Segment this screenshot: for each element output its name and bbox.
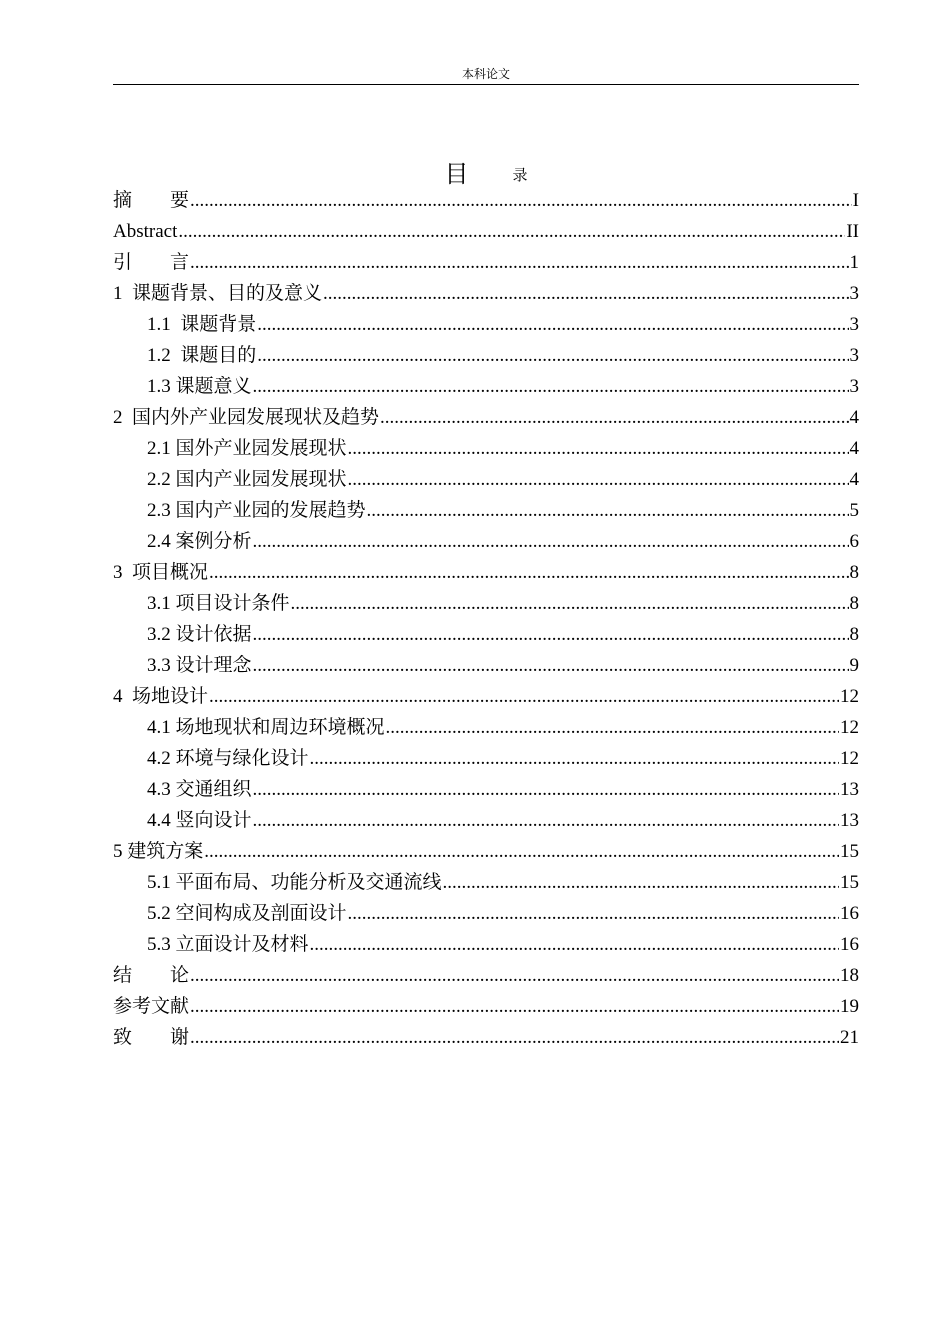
toc-entry[interactable] — [113, 898, 859, 929]
toc-entry[interactable] — [113, 588, 859, 619]
toc-entry-page-number: 16 — [840, 934, 859, 955]
toc-title-sub: 录 — [512, 166, 528, 184]
toc-dot-leader — [310, 929, 839, 960]
toc-dot-leader — [348, 898, 839, 929]
toc-entry[interactable] — [113, 495, 859, 526]
toc-dot-leader — [253, 526, 849, 557]
toc-entry-page-number: 9 — [849, 655, 859, 676]
toc-entry-page-number: 8 — [849, 593, 859, 614]
toc-entry[interactable] — [113, 278, 859, 309]
toc-entry[interactable] — [113, 247, 859, 278]
toc-entry-page-number: 21 — [840, 1027, 859, 1048]
toc-entry[interactable] — [113, 805, 859, 836]
toc-entry-label: 5.1 平面布局、功能分析及交通流线 — [147, 872, 442, 893]
toc-dot-leader — [291, 588, 849, 619]
toc-entry-label: Abstract — [113, 221, 178, 242]
toc-entry-label: 1.1 课题背景 — [147, 314, 257, 335]
toc-dot-leader — [323, 278, 848, 309]
toc-title-main: 目 — [444, 160, 469, 188]
toc-entry[interactable] — [113, 836, 859, 867]
toc-entry-page-number: 5 — [849, 500, 859, 521]
toc-entry-page-number: 3 — [849, 345, 859, 366]
toc-entry-page-number: 19 — [840, 996, 859, 1017]
toc-entry-label: 5.2 空间构成及剖面设计 — [147, 903, 347, 924]
toc-entry-label: 2 国内外产业园发展现状及趋势 — [113, 407, 380, 428]
toc-dot-leader — [257, 309, 848, 340]
toc-dot-leader — [443, 867, 839, 898]
toc-entry-label: 结 论 — [113, 965, 190, 986]
toc-entry-label: 3.2 设计依据 — [147, 624, 252, 645]
toc-entry-label: 4.4 竖向设计 — [147, 810, 252, 831]
toc-entry[interactable] — [113, 743, 859, 774]
toc-dot-leader — [380, 402, 848, 433]
toc-entry-page-number: 13 — [840, 810, 859, 831]
toc-entry[interactable] — [113, 867, 859, 898]
toc-entry[interactable] — [113, 464, 859, 495]
toc-dot-leader — [253, 805, 839, 836]
running-header: 本科论文 — [461, 67, 510, 81]
toc-dot-leader — [190, 247, 848, 278]
toc-dot-leader — [253, 774, 839, 805]
toc-entry-label: 3 项目概况 — [113, 562, 209, 583]
toc-dot-leader — [190, 991, 839, 1022]
toc-dot-leader — [386, 712, 839, 743]
toc-entry[interactable] — [113, 216, 859, 247]
toc-entry[interactable] — [113, 712, 859, 743]
toc-entry-page-number: 1 — [849, 252, 859, 273]
toc-title — [113, 154, 859, 189]
toc-entry-page-number: 12 — [840, 686, 859, 707]
toc-entry-page-number: 16 — [840, 903, 859, 924]
table-of-contents — [113, 185, 859, 1053]
toc-dot-leader — [348, 464, 849, 495]
toc-entry-label: 2.1 国外产业园发展现状 — [147, 438, 347, 459]
toc-entry-label: 2.3 国内产业园的发展趋势 — [147, 500, 366, 521]
toc-entry-label: 5.3 立面设计及材料 — [147, 934, 309, 955]
toc-entry-page-number: I — [852, 190, 859, 211]
toc-entry[interactable] — [113, 371, 859, 402]
toc-entry-label: 4.2 环境与绿化设计 — [147, 748, 309, 769]
toc-entry-label: 致 谢 — [113, 1027, 190, 1048]
toc-dot-leader — [190, 185, 852, 216]
toc-entry-page-number: 12 — [840, 717, 859, 738]
toc-entry-label: 3.1 项目设计条件 — [147, 593, 290, 614]
toc-entry[interactable] — [113, 929, 859, 960]
toc-dot-leader — [257, 340, 848, 371]
toc-entry-page-number: 12 — [840, 748, 859, 769]
toc-entry-page-number: 6 — [849, 531, 859, 552]
toc-entry-label: 2.2 国内产业园发展现状 — [147, 469, 347, 490]
toc-dot-leader — [348, 433, 849, 464]
toc-entry-label: 1 课题背景、目的及意义 — [113, 283, 323, 304]
toc-entry-label: 5 建筑方案 — [113, 841, 204, 862]
toc-dot-leader — [310, 743, 839, 774]
toc-entry[interactable] — [113, 402, 859, 433]
toc-entry-label: 4.3 交通组织 — [147, 779, 252, 800]
toc-entry[interactable] — [113, 681, 859, 712]
toc-entry[interactable] — [113, 650, 859, 681]
toc-dot-leader — [190, 960, 839, 991]
toc-entry-label: 摘 要 — [113, 190, 190, 211]
toc-entry[interactable] — [113, 185, 859, 216]
toc-entry-label: 引 言 — [113, 252, 190, 273]
toc-entry-label: 4 场地设计 — [113, 686, 209, 707]
toc-dot-leader — [253, 619, 849, 650]
toc-entry-label: 4.1 场地现状和周边环境概况 — [147, 717, 385, 738]
toc-dot-leader — [253, 371, 849, 402]
toc-entry-page-number: 3 — [849, 314, 859, 335]
toc-dot-leader — [190, 1022, 839, 1053]
toc-entry-page-number: 15 — [840, 872, 859, 893]
toc-dot-leader — [367, 495, 849, 526]
toc-entry-page-number: II — [846, 221, 859, 242]
toc-entry-label: 1.3 课题意义 — [147, 376, 252, 397]
toc-entry[interactable] — [113, 1022, 859, 1053]
toc-entry[interactable] — [113, 960, 859, 991]
toc-entry[interactable] — [113, 991, 859, 1022]
toc-entry-page-number: 15 — [840, 841, 859, 862]
toc-entry[interactable] — [113, 309, 859, 340]
toc-entry-page-number: 13 — [840, 779, 859, 800]
toc-entry-page-number: 4 — [849, 438, 859, 459]
toc-entry-label: 1.2 课题目的 — [147, 345, 257, 366]
toc-entry-page-number: 18 — [840, 965, 859, 986]
toc-entry[interactable] — [113, 433, 859, 464]
toc-entry-label: 3.3 设计理念 — [147, 655, 252, 676]
toc-entry[interactable] — [113, 774, 859, 805]
toc-entry[interactable] — [113, 557, 859, 588]
toc-entry-label: 参考文献 — [113, 996, 190, 1017]
toc-entry-page-number: 4 — [849, 469, 859, 490]
toc-entry[interactable] — [113, 619, 859, 650]
toc-dot-leader — [178, 216, 845, 247]
toc-entry-page-number: 8 — [849, 562, 859, 583]
toc-entry-page-number: 8 — [849, 624, 859, 645]
header-rule — [113, 84, 859, 85]
toc-entry[interactable] — [113, 526, 859, 557]
toc-dot-leader — [253, 650, 849, 681]
toc-entry-page-number: 3 — [849, 376, 859, 397]
toc-dot-leader — [209, 681, 839, 712]
toc-entry[interactable] — [113, 340, 859, 371]
toc-dot-leader — [204, 836, 839, 867]
toc-dot-leader — [209, 557, 848, 588]
toc-entry-page-number: 3 — [849, 283, 859, 304]
toc-entry-label: 2.4 案例分析 — [147, 531, 252, 552]
toc-entry-page-number: 4 — [849, 407, 859, 428]
